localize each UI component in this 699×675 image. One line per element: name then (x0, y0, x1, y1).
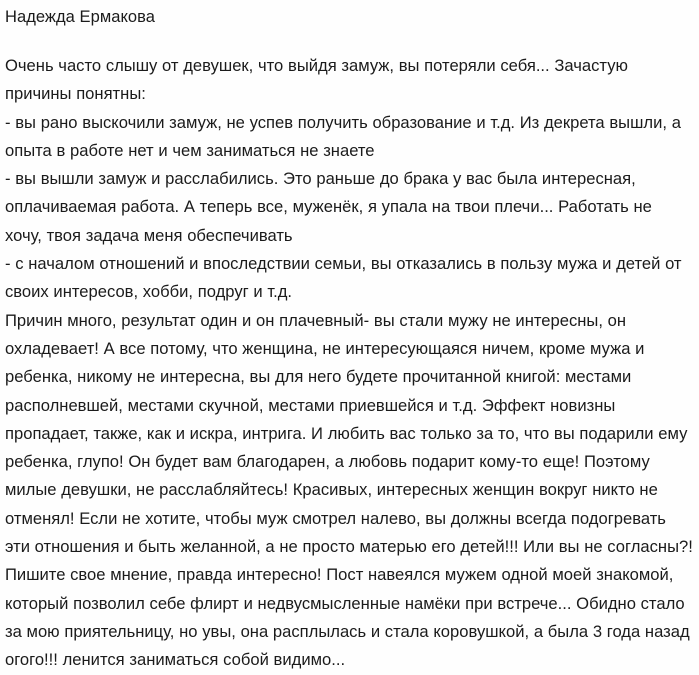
post-paragraph: - с началом отношений и впоследствии семьи, вы отказались в пользу мужа и детей от своих интересов, хобби, подруг и т.д. (5, 254, 682, 302)
post-body (5, 52, 693, 675)
post-paragraph: Очень часто слышу от девушек, что выйдя замуж, вы потеряли себя... Зачастую причины понятны: (5, 56, 628, 104)
post-paragraph: - вы рано выскочили замуж, не успев получить образование и т.д. Из декрета вышли, а опыта в работе нет и чем заниматься не знаете (5, 112, 681, 160)
post-author-body-spacer (5, 28, 693, 52)
post-paragraph: Причин много, результат один и он плачевный- вы стали мужу не интересны, он охладевает! А все потому, что женщина, не интересующаяся ничем, кроме мужа и ребенка, никому не интересна, вы для него будете прочитанной книгой: местами располневшей, местами скучной, местами приевшейся и т.д. Эффект новизны пропадает, также, как и искра, интрига. И любить вас только за то, что вы подарили ему ребенка, глупо! Он будет вам благодарен, а любовь подарит кому-то еще! Поэтому милые девушки, не расслабляйтесь! Красивых, интересных женщин вокруг никто не отменял! Если не хотите, чтобы муж смотрел налево, вы должны всегда подогревать эти отношения и быть желанной, а не просто матерью его детей!!! Или вы не согласны?! Пишите свое мнение, правда интересно! Пост навеялся мужем одной моей знакомой, который позволил себе флирт и недвусмысленные намёки при встрече... Обидно стало за мою приятельницу, но увы, она расплылась и стала коровушкой, а была 3 года назад огого!!! ленится заниматься собой видимо... (5, 310, 693, 670)
post-paragraph: - вы вышли замуж и расслабились. Это раньше до брака у вас была интересная, оплачиваемая работа. А теперь все, муженёк, я упала на твои плечи... Работать не хочу, твоя задача меня обеспечивать (5, 169, 652, 245)
post-author-name: Надежда Ермакова (5, 8, 155, 26)
